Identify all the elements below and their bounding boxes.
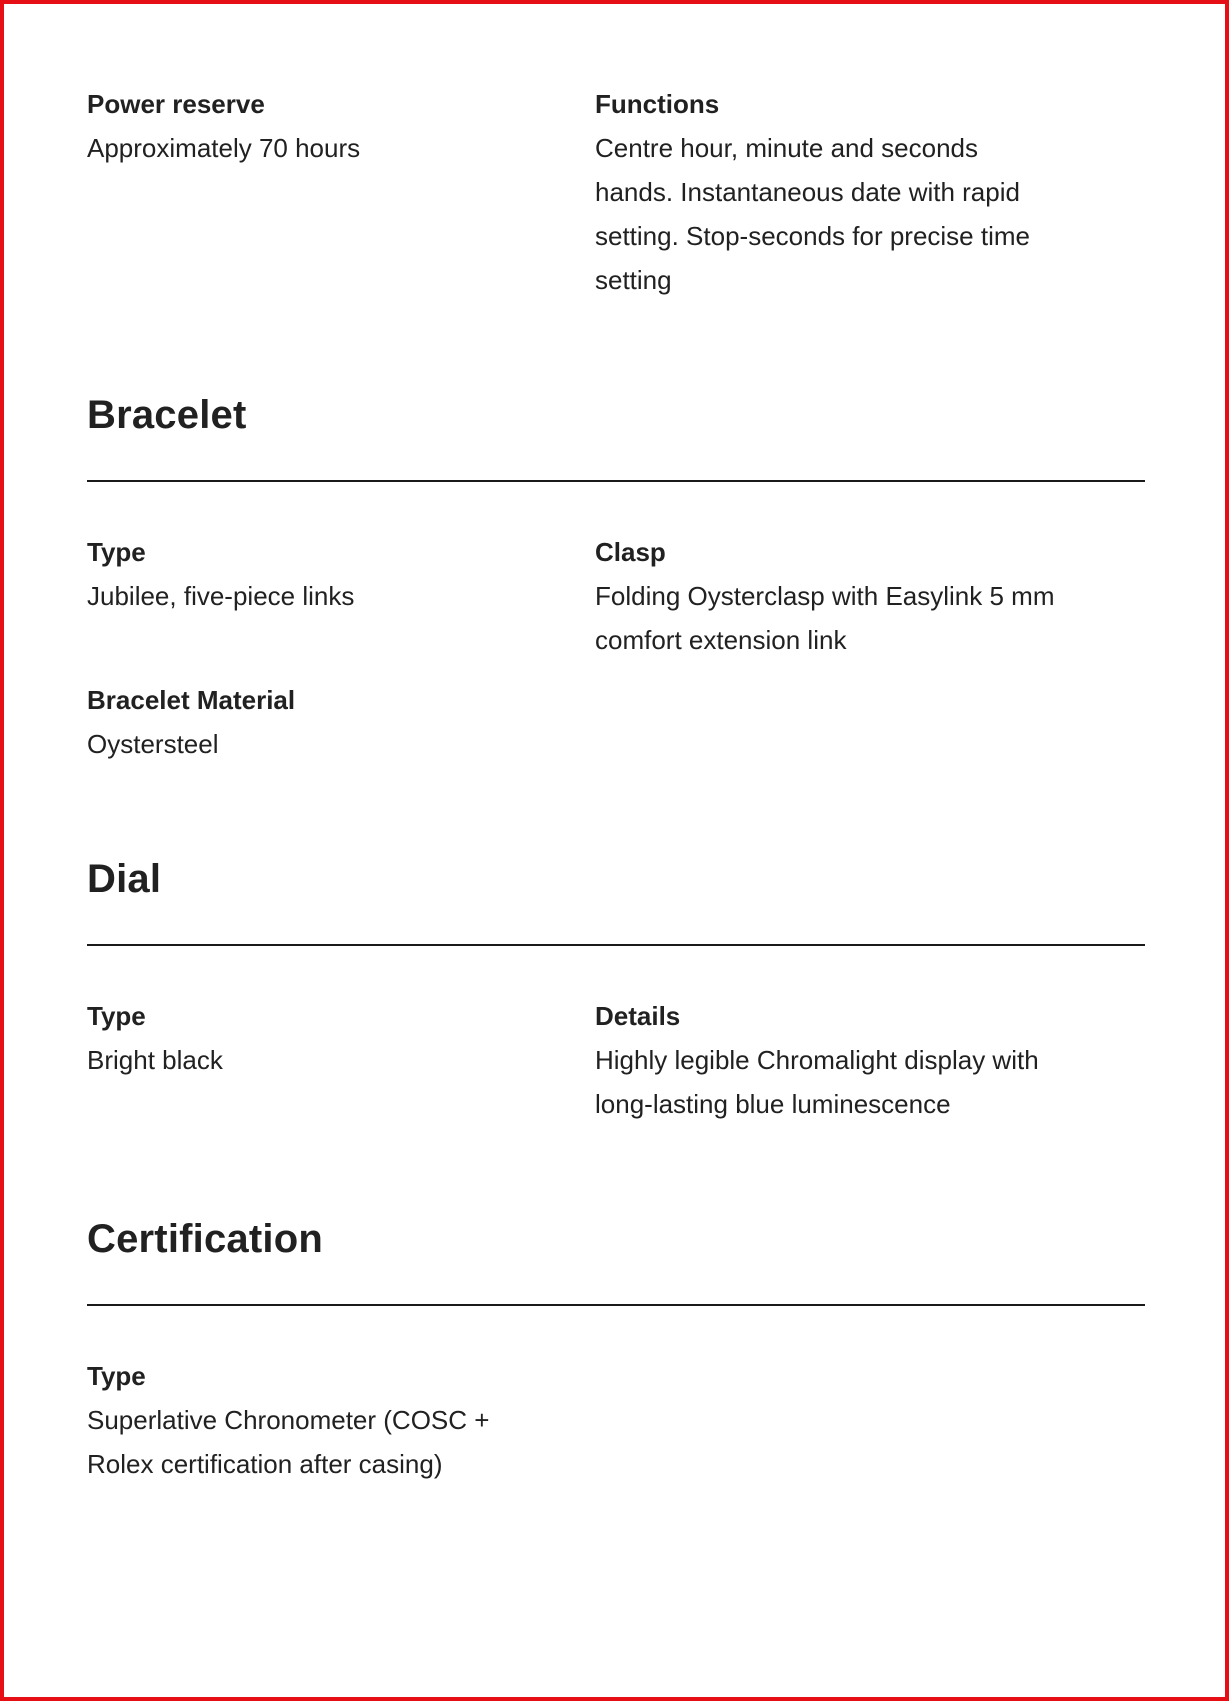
- spec-label: Type: [87, 1361, 146, 1391]
- spec-value: Highly legible Chromalight display with long-lasting blue luminescence: [595, 1045, 1039, 1119]
- spec-grid: [87, 1354, 1145, 1502]
- spec-value: Approximately 70 hours: [87, 133, 361, 163]
- spec-item-bracelet-material: [87, 678, 595, 766]
- section-divider: [87, 480, 1145, 482]
- spec-label: Bracelet Material: [87, 685, 296, 715]
- spec-item-dial-details: [595, 994, 1065, 1126]
- section-heading-bracelet: Bracelet: [87, 393, 247, 437]
- spec-value: Bright black: [87, 1045, 223, 1075]
- spec-value: Jubilee, five-piece links: [87, 581, 355, 611]
- spec-value: Folding Oysterclasp with Easylink 5 mm comfort extension link: [595, 581, 1055, 655]
- spec-section-top: [87, 82, 1145, 318]
- spec-content: [4, 4, 1225, 1502]
- spec-item-dial-type: [87, 994, 595, 1082]
- section-divider: [87, 944, 1145, 946]
- spec-label: Power reserve: [87, 89, 265, 119]
- spec-label: Type: [87, 537, 146, 567]
- spec-item-certification-type: [87, 1354, 595, 1486]
- spec-value: Centre hour, minute and seconds hands. Instantaneous date with rapid setting. Stop-seconds for precise time setting: [595, 133, 1030, 295]
- spec-grid: [87, 82, 1145, 318]
- spec-section-dial: [87, 854, 1145, 1142]
- spec-grid: [87, 994, 1145, 1142]
- spec-item-clasp: [595, 530, 1065, 662]
- spec-item-bracelet-type: [87, 530, 595, 618]
- spec-item-functions: [595, 82, 1065, 302]
- spec-label: Type: [87, 1001, 146, 1031]
- section-divider: [87, 1304, 1145, 1306]
- spec-value: Superlative Chronometer (COSC + Rolex certification after casing): [87, 1405, 490, 1479]
- section-heading-certification: Certification: [87, 1217, 323, 1261]
- spec-label: Clasp: [595, 537, 666, 567]
- spec-label: Details: [595, 1001, 681, 1031]
- spec-grid: [87, 530, 1145, 782]
- spec-item-power-reserve: [87, 82, 595, 170]
- spec-value: Oystersteel: [87, 729, 219, 759]
- spec-label: Functions: [595, 89, 720, 119]
- spec-section-bracelet: [87, 390, 1145, 782]
- spec-section-certification: [87, 1214, 1145, 1502]
- section-heading-dial: Dial: [87, 857, 162, 901]
